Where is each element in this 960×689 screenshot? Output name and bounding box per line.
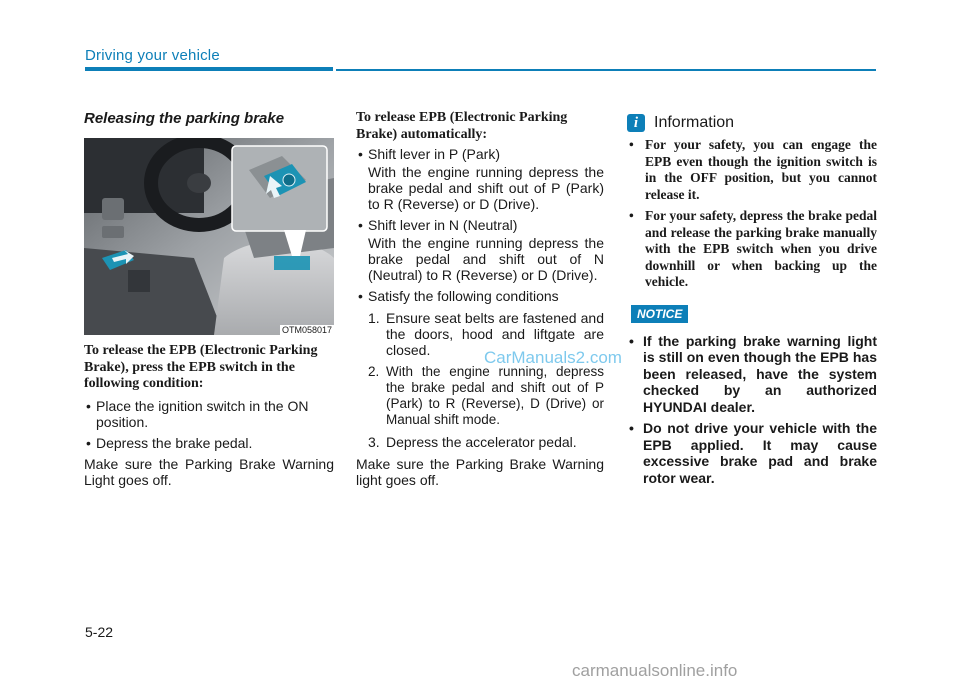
header-rule-thin: [336, 69, 876, 71]
condition-number: 1.: [368, 310, 380, 326]
section-title: Driving your vehicle: [85, 47, 220, 64]
column-left: [84, 110, 334, 488]
auto-release-heading: To release EPB (Electronic Parking Brake) automatically:: [356, 110, 568, 142]
condition-item: [356, 434, 604, 450]
list-item-detail: With the engine running depress the brake pedal and shift out of N (Neutral) to R (Reverse) or D (Drive).: [368, 235, 604, 283]
release-condition-heading: To release the EPB (Electronic Parking Brake), press the EPB switch in the following condition:: [84, 343, 318, 391]
list-item: • Satisfy the following conditions: [356, 288, 604, 304]
information-title: Information: [654, 114, 735, 131]
condition-text: With the engine running, depress the brake pedal and shift out of P (Park) to R (Reverse), D (Drive) or Manual shift mode.: [386, 364, 604, 427]
list-item: • Shift lever in N (Neutral): [356, 217, 604, 233]
list-item: • Shift lever in P (Park): [356, 146, 604, 162]
condition-number: 2.: [368, 364, 380, 379]
condition-text: Depress the accelerator pedal.: [386, 434, 577, 450]
header-rule-thick: [85, 67, 333, 71]
column-right: [627, 110, 877, 486]
info-item: • For your safety, you can engage the EPB even though the ignition switch is in the OFF position, but you cannot release it.: [627, 137, 877, 203]
info-item: • For your safety, depress the brake pedal and release the parking brake manually with the EPB switch when you drive downhill or when backing up the vehicle.: [627, 208, 877, 291]
notice-badge: NOTICE: [631, 305, 688, 323]
site-watermark: carmanualsonline.info: [572, 661, 738, 680]
condition-text: Ensure seat belts are fastened and the doors, hood and liftgate are closed.: [386, 310, 604, 358]
releasing-heading: Releasing the parking brake: [84, 110, 285, 127]
closing-note: Make sure the Parking Brake Warning Light goes off.: [84, 455, 334, 488]
notice-item: • If the parking brake warning light is still on even though the EPB has been released, have the system checked by an authorized HYUNDAI dealer.: [627, 333, 877, 416]
info-icon: i: [627, 114, 645, 132]
column-middle: [356, 110, 604, 488]
list-item: • Place the ignition switch in the ON position.: [84, 398, 334, 430]
watermark-overlay: CarManuals2.com: [484, 348, 622, 367]
condition-item: [356, 364, 604, 428]
information-header: [627, 114, 877, 132]
image-label: OTM058017: [281, 325, 332, 335]
page-number: 5-22: [85, 624, 114, 640]
list-item: • Depress the brake pedal.: [84, 435, 334, 451]
closing-note: Make sure the Parking Brake Warning light goes off.: [356, 456, 604, 488]
epb-photo: [84, 138, 334, 335]
condition-number: 3.: [368, 434, 380, 450]
notice-item: • Do not drive your vehicle with the EPB applied. It may cause excessive brake pad and brake rotor wear.: [627, 420, 877, 486]
list-item-detail: With the engine running depress the brake pedal and shift out of P (Park) to R (Reverse) or D (Drive).: [368, 164, 604, 212]
car-interior-illustration: [84, 138, 334, 335]
